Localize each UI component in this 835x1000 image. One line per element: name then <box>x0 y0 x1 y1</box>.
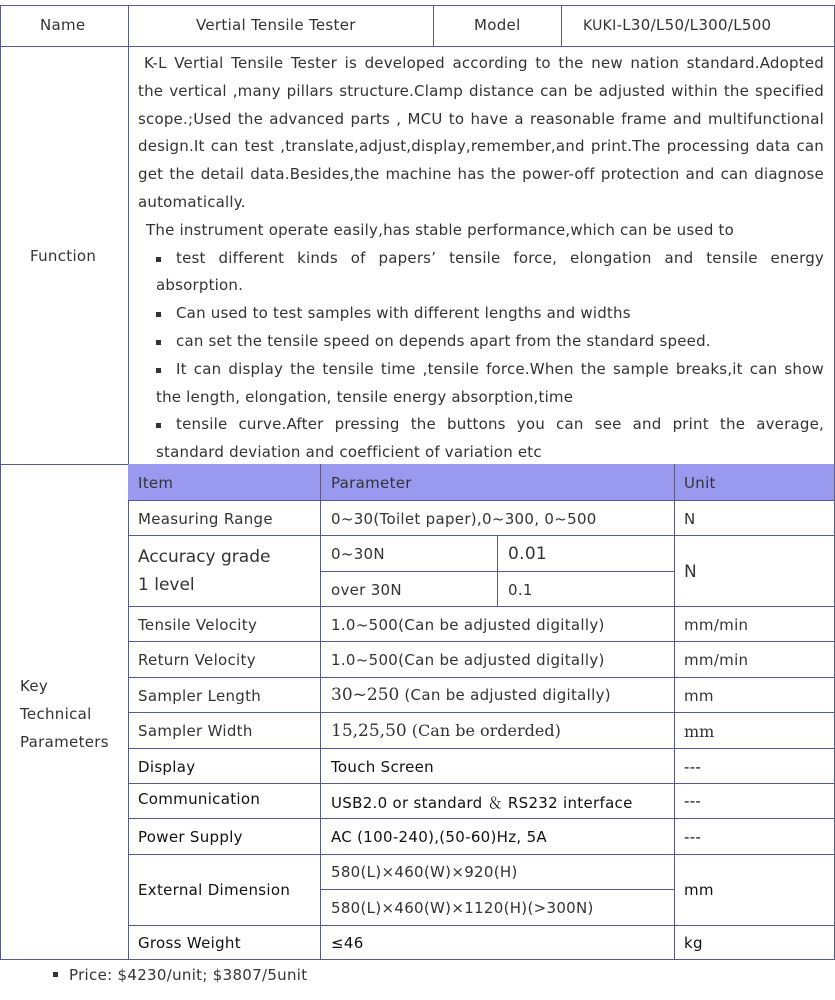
function-paragraph-2: The instrument operate easily,has stable performance,which can be used to <box>146 220 734 239</box>
price-bullet-icon <box>53 972 58 977</box>
row-line <box>128 641 835 642</box>
table-row-power-supply-item: Power Supply <box>138 828 243 846</box>
function-text <box>138 50 824 467</box>
table-row-tensile-velocity-param: 1.0~500(Can be adjusted digitally) <box>331 616 605 634</box>
row-line <box>128 677 835 678</box>
row-line <box>0 959 835 960</box>
params-header-row <box>128 464 835 501</box>
row-line <box>320 571 674 572</box>
table-row-communication-param: USB2.0 or standard ＆ RS232 interface <box>331 794 633 812</box>
table-row-display-param: Touch Screen <box>331 758 434 776</box>
function-bullet-text: Can used to test samples with different lengths and widths <box>176 304 631 323</box>
grid-line <box>674 500 675 960</box>
table-row-sampler-width-item: Sampler Width <box>138 722 253 740</box>
row-line <box>128 783 835 784</box>
model-label: Model <box>474 16 521 34</box>
table-row-sampler-length-item: Sampler Length <box>138 687 262 705</box>
table-row-sampler-length-unit: mm <box>684 687 714 705</box>
row-line <box>128 925 835 926</box>
accuracy-item-line1: Accuracy grade <box>138 547 271 567</box>
name-value: Vertial Tensile Tester <box>196 16 356 34</box>
table-row-sampler-length-param <box>331 685 611 705</box>
sampler-length-num: 30~250 <box>331 685 400 705</box>
sampler-width-text: (Can be orderded) <box>406 721 561 740</box>
params-label-line1: Key <box>20 677 49 695</box>
table-row-return-velocity-item: Return Velocity <box>138 651 256 669</box>
sampler-length-text: (Can be adjusted digitally) <box>399 686 611 704</box>
grid-line <box>320 500 321 960</box>
row-line <box>128 606 835 607</box>
table-row-power-supply-param: AC (100-240),(50-60)Hz, 5A <box>331 828 547 846</box>
function-bullet-text: It can display the tensile time ,tensile force.When the sample breaks,it can show the length, elongation, tensile energy absorption,time <box>156 359 824 406</box>
model-suffix: -L30/L50/L300/L500 <box>616 16 772 34</box>
function-bullet <box>138 245 824 301</box>
table-row-return-velocity-unit: mm/min <box>684 651 749 669</box>
params-label-line3: Parameters <box>20 733 109 751</box>
accuracy-range-2: over 30N <box>331 581 402 599</box>
function-bullet-text: test different kinds of papers’ tensile force, elongation and tensile energy absorption. <box>156 248 824 295</box>
function-para1-text: Vertial Tensile Tester is developed according to the new nation standard.Adopted the vertical ,many pillars structure.Clamp distance can be adjusted within the specified scope.;Used the advanced parts , MCU to have a reasonable frame and multifunctional design.It can test ,translate,adjust,display,remember,and print.The processing data can get the detail data.Besides,the machine has the power-off protection and can diagnose automatically. <box>138 54 824 211</box>
function-lead: K-L <box>144 54 167 72</box>
function-bullet <box>138 411 824 467</box>
table-row-power-supply-unit: --- <box>684 828 702 846</box>
column-header-parameter: Parameter <box>331 474 412 492</box>
table-row-external-dimension-unit: mm <box>684 881 714 899</box>
table-row-sampler-width-param <box>331 721 561 741</box>
function-bullet <box>138 328 824 356</box>
accuracy-value-1: 0.01 <box>508 544 548 564</box>
function-paragraph-1 <box>138 50 824 217</box>
row-line <box>128 748 835 749</box>
table-row-gross-weight-item: Gross Weight <box>138 934 241 952</box>
table-row-measuring-range-unit: N <box>684 510 696 528</box>
table-row-measuring-range-param: 0~30(Toilet paper),0~300, 0~500 <box>331 510 597 528</box>
params-label-line2: Technical <box>20 705 92 723</box>
external-dimension-param-1: 580(L)×460(W)×920(H) <box>331 863 518 881</box>
accuracy-value-2: 0.1 <box>508 581 533 599</box>
table-row-sampler-width-unit: mm <box>684 722 715 741</box>
accuracy-item-line2: 1 level <box>138 575 195 595</box>
params-header-divider <box>674 464 675 501</box>
model-prefix: KUKI <box>583 18 617 34</box>
table-row-tensile-velocity-item: Tensile Velocity <box>138 616 258 634</box>
table-row-communication-unit: --- <box>684 792 702 810</box>
row-line <box>128 818 835 819</box>
params-header-divider <box>320 464 321 501</box>
table-row-measuring-range-item: Measuring Range <box>138 510 273 528</box>
price-text: Price: $4230/unit; $3807/5unit <box>69 966 308 984</box>
accuracy-unit: N <box>684 562 698 582</box>
function-bullet <box>138 356 824 412</box>
accuracy-range-1: 0~30N <box>331 545 385 563</box>
function-bullet-text: tensile curve.After pressing the buttons you can see and print the average, standard deviation and coefficient of variation etc <box>156 415 824 462</box>
row-line <box>128 712 835 713</box>
sampler-width-num: 15,25,50 <box>331 721 407 741</box>
column-header-unit: Unit <box>684 474 716 492</box>
row-line <box>128 535 835 536</box>
model-value <box>583 16 771 34</box>
table-row-tensile-velocity-unit: mm/min <box>684 616 749 634</box>
row-line <box>128 854 835 855</box>
table-row-display-unit: --- <box>684 758 702 776</box>
name-label: Name <box>40 16 86 34</box>
function-bullet <box>138 300 824 328</box>
external-dimension-param-2: 580(L)×460(W)×1120(H)(>300N) <box>331 899 594 917</box>
table-row-external-dimension-item: External Dimension <box>138 881 291 899</box>
table-row-display-item: Display <box>138 758 196 776</box>
column-header-item: Item <box>138 474 174 492</box>
table-row-gross-weight-unit: kg <box>684 934 703 952</box>
row-line <box>320 889 674 890</box>
table-row-gross-weight-param: ≤46 <box>331 934 364 952</box>
table-row-return-velocity-param: 1.0~500(Can be adjusted digitally) <box>331 651 605 669</box>
function-label: Function <box>30 247 97 265</box>
function-bullet-text: can set the tensile speed on depends apart from the standard speed. <box>176 331 711 350</box>
table-row-communication-item: Communication <box>138 790 261 808</box>
